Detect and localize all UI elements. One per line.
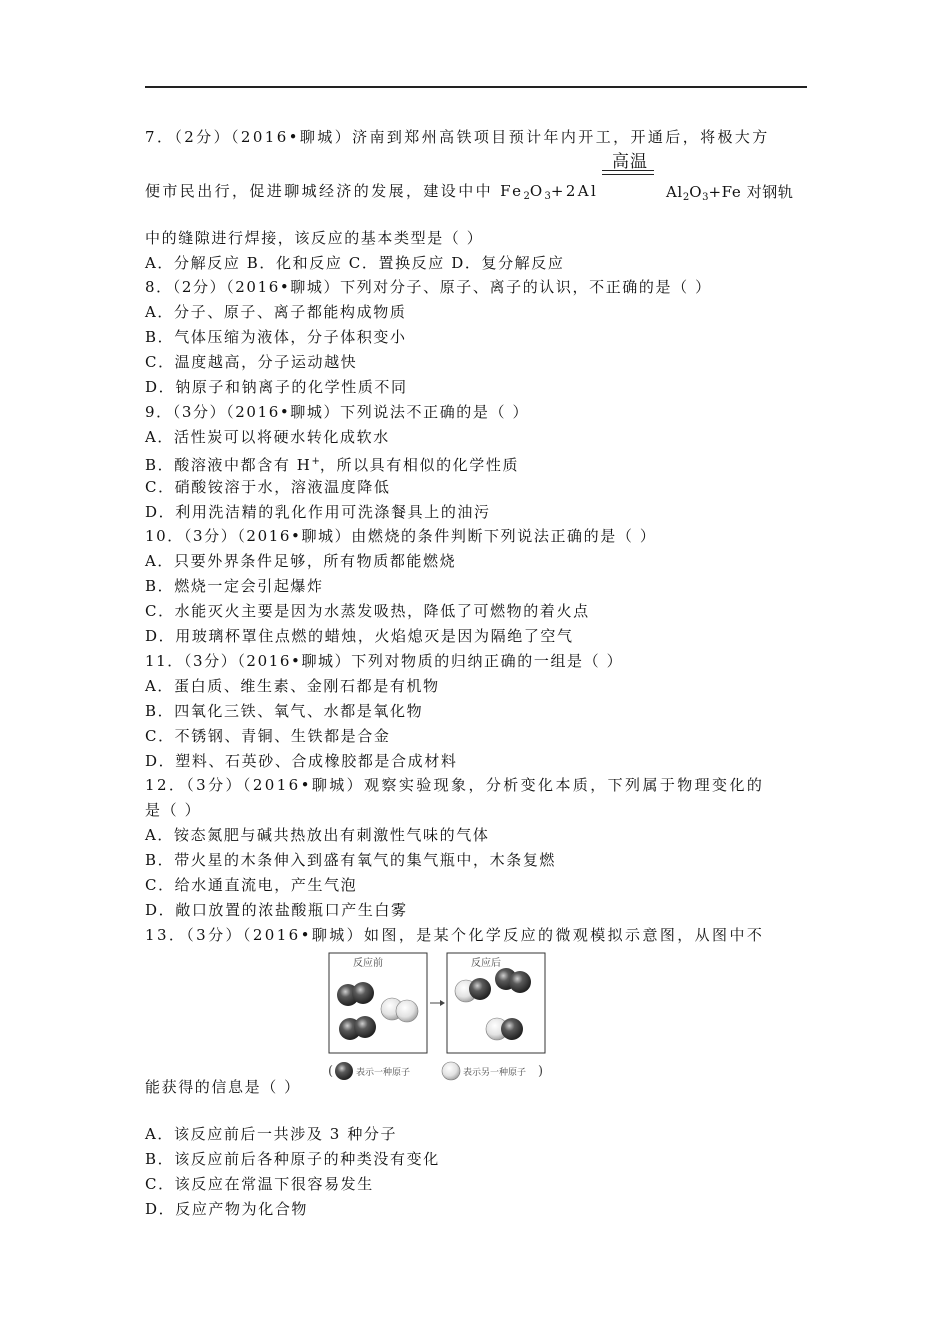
q12-option-a: A．铵态氮肥与碱共热放出有刺激性气味的气体 [145,826,490,844]
q12-stem-line2: 是（ ） [145,801,202,819]
reaction-diagram [326,949,548,1089]
legend-paren-close: ) [538,1064,544,1079]
q10-option-c: C．水能灭火主要是因为水蒸发吸热，降低了可燃物的着火点 [145,602,590,620]
product-molecule-1 [455,978,491,1002]
q11-option-b: B．四氧化三铁、氧气、水都是氧化物 [145,702,424,720]
o-sub: 3 [702,192,709,203]
legend-light-atom [442,1062,460,1080]
q11-option-d: D．塑料、石英砂、合成橡胶都是合成材料 [145,752,458,770]
q11-option-c: C．不锈钢、青铜、生铁都是合金 [145,727,391,745]
q7-line2 [145,181,598,207]
q12-option-d: D．敞口放置的浓盐酸瓶口产生白雾 [145,901,408,919]
q11-stem: 11．（3分）（2016•聊城）下列对物质的归纳正确的一组是（ ） [145,652,624,670]
q11-option-a: A．蛋白质、维生素、金刚石都是有机物 [145,677,440,695]
molecule-dark-pair-1 [337,982,374,1006]
q7-options: A．分解反应 B．化和反应 C．置换反应 D．复分解反应 [145,254,565,272]
product-molecule-3 [486,1018,523,1040]
q9-option-a: A．活性炭可以将硬水转化成软水 [145,428,390,446]
molecule-dark-pair-2 [339,1016,376,1040]
q8-option-d: D．钠原子和钠离子的化学性质不同 [145,378,408,396]
before-label: 反应前 [353,958,383,969]
product-molecule-2 [495,968,531,993]
plus-2al: +2Al [550,182,599,200]
after-label: 反应后 [471,958,501,969]
q10-stem: 10．（3分）（2016•聊城）由燃烧的条件判断下列说法正确的是（ ） [145,527,657,545]
legend-paren-open: ( [328,1064,334,1079]
reaction-condition: 高温 [612,152,648,172]
q8-option-c: C．温度越高，分子运动越快 [145,353,358,371]
q10-option-a: A．只要外界条件足够，所有物质都能燃烧 [145,552,457,570]
q12-stem-line1: 12．（3分）（2016•聊城）观察实验现象，分析变化本质，下列属于物理变化的 [145,776,765,794]
q13-stem-line1: 13．（3分）（2016•聊城）如图，是某个化学反应的微观模拟示意图，从图中不 [145,926,765,944]
legend-light-text: 表示另一种原子 [463,1068,527,1078]
reaction-arrow-head [440,1000,445,1006]
q13-option-a: A．该反应前后一共涉及 3 种分子 [145,1125,398,1143]
legend-dark-atom [335,1062,353,1080]
molecule-light-pair [381,998,418,1022]
q9-stem: 9．（3分）（2016•聊城）下列说法不正确的是（ ） [145,403,530,421]
q9-option-b [145,452,519,475]
condition-bar-bottom [602,174,654,175]
q9-option-d: D．利用洗洁精的乳化作用可洗涤餐具上的油污 [145,503,491,521]
q7-line3: 中的缝隙进行焊接，该反应的基本类型是（ ） [145,229,484,247]
q8-stem: 8．（2分）（2016•聊城）下列对分子、原子、离子的认识，不正确的是（ ） [145,278,712,296]
q9-option-c: C．硝酸铵溶于水，溶液温度降低 [145,478,391,496]
legend-dark-text: 表示一种原子 [356,1068,411,1078]
q13-option-b: B．该反应前后各种原子的种类没有变化 [145,1150,440,1168]
fe2o3-o: O [529,182,545,200]
q13-stem-line2: 能获得的信息是（ ） [145,1078,301,1096]
q12-option-b: B．带火星的木条伸入到盛有氧气的集气瓶中，木条复燃 [145,851,557,869]
fe2o3-sub-3: 3 [544,191,551,202]
q13-option-d: D．反应产物为化合物 [145,1200,309,1218]
prod-o: O [689,183,703,201]
q12-option-c: C．给水通直流电，产生气泡 [145,876,358,894]
q13-option-c: C．该反应在常温下很容易发生 [145,1175,374,1193]
q10-option-b: B．燃烧一定会引起爆炸 [145,577,324,595]
condition-bar-top [602,170,654,171]
fe2o3-sub-2: 2 [523,191,530,202]
q7-products [666,181,794,203]
q7-line2-prefix: 便市民出行，促进聊城经济的发展，建设中中 Fe [145,182,524,200]
q8-option-b: B．气体压缩为液体，分子体积变小 [145,328,407,346]
q9-b-post: ，所以具有相似的化学性质 [319,456,520,474]
h-plus-sup: + [311,456,320,467]
q9-b-pre: B．酸溶液中都含有 H [145,456,312,474]
header-rule [145,86,807,88]
prod-rest: +Fe 对钢轨 [708,183,794,201]
prod-al: Al [666,183,683,201]
q10-option-d: D．用玻璃杯罩住点燃的蜡烛，火焰熄灭是因为隔绝了空气 [145,627,574,645]
q8-option-a: A．分子、原子、离子都能构成物质 [145,303,407,321]
q7-line1: 7．（2分）（2016•聊城）济南到郑州高铁项目预计年内开工，开通后，将极大方 [145,128,770,146]
al-sub: 2 [682,192,690,203]
